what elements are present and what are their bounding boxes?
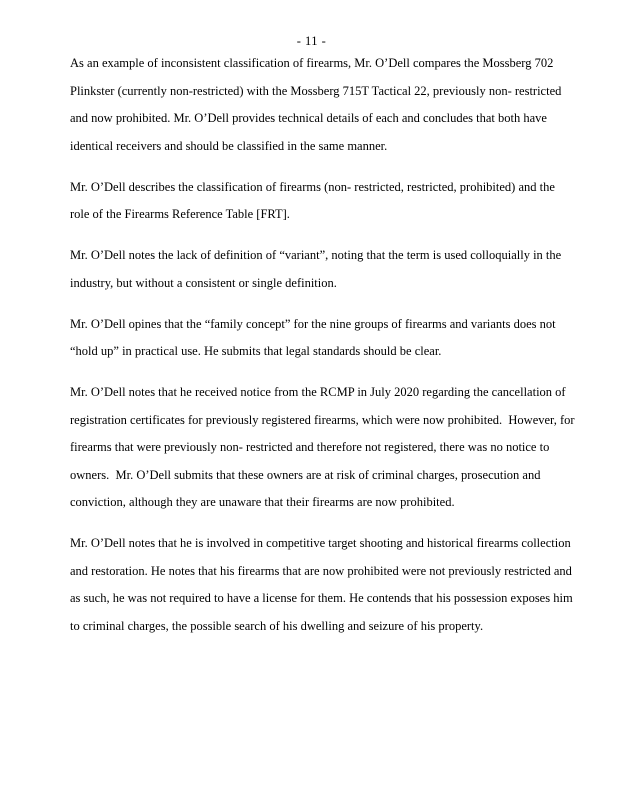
text-line: as such, he was not required to have a license for them. He contends that his possession exposes him xyxy=(70,591,573,605)
text-line: Plinkster (currently non-restricted) with the Mossberg 715T Tactical 22, previously non- restricted xyxy=(70,83,562,98)
paragraph xyxy=(70,50,583,160)
text-line: and restoration. He notes that his firearms that are now prohibited were not previously restricted and xyxy=(70,563,572,578)
text-line: role of the Firearms Reference Table [FRT]. xyxy=(70,207,290,221)
text-line: owners. Mr. O’Dell submits that these owners are at risk of criminal charges, prosecution and xyxy=(70,467,541,482)
text-line: Mr. O’Dell notes that he received notice from the RCMP in July 2020 regarding the cancellation of xyxy=(70,385,566,399)
paragraph xyxy=(70,174,583,229)
text-line: and now prohibited. Mr. O’Dell provides technical details of each and concludes that both have xyxy=(70,111,547,125)
text-line: Mr. O’Dell notes the lack of definition of “variant”, noting that the term is used colloquially in the xyxy=(70,248,562,262)
text-line: As an example of inconsistent classification of firearms, Mr. O’Dell compares the Mossberg 702 xyxy=(70,56,554,70)
text-line: identical receivers and should be classified in the same manner. xyxy=(70,138,388,153)
document-body xyxy=(70,50,583,640)
text-line: Mr. O’Dell opines that the “family concept” for the nine groups of firearms and variants does not xyxy=(70,316,556,331)
text-line: firearms that were previously non- restricted and therefore not registered, there was no notice to xyxy=(70,440,550,454)
text-line: registration certificates for previously registered firearms, which were now prohibited. However, for xyxy=(70,412,575,427)
text-line: Mr. O’Dell describes the classification of firearms (non- restricted, restricted, prohibited) and the xyxy=(70,179,555,194)
text-line: “hold up” in practical use. He submits that legal standards should be clear. xyxy=(70,344,442,358)
page-number: - 11 - xyxy=(296,34,327,48)
paragraph xyxy=(70,311,583,366)
text-line: to criminal charges, the possible search of his dwelling and seizure of his property. xyxy=(70,618,484,633)
paragraph xyxy=(70,530,583,640)
text-line: conviction, although they are unaware that their firearms are now prohibited. xyxy=(70,495,455,509)
paragraph xyxy=(70,379,583,517)
text-line: Mr. O’Dell notes that he is involved in competitive target shooting and historical firearms collection xyxy=(70,536,571,550)
paragraph xyxy=(70,242,583,297)
text-line: industry, but without a consistent or single definition. xyxy=(70,275,337,290)
